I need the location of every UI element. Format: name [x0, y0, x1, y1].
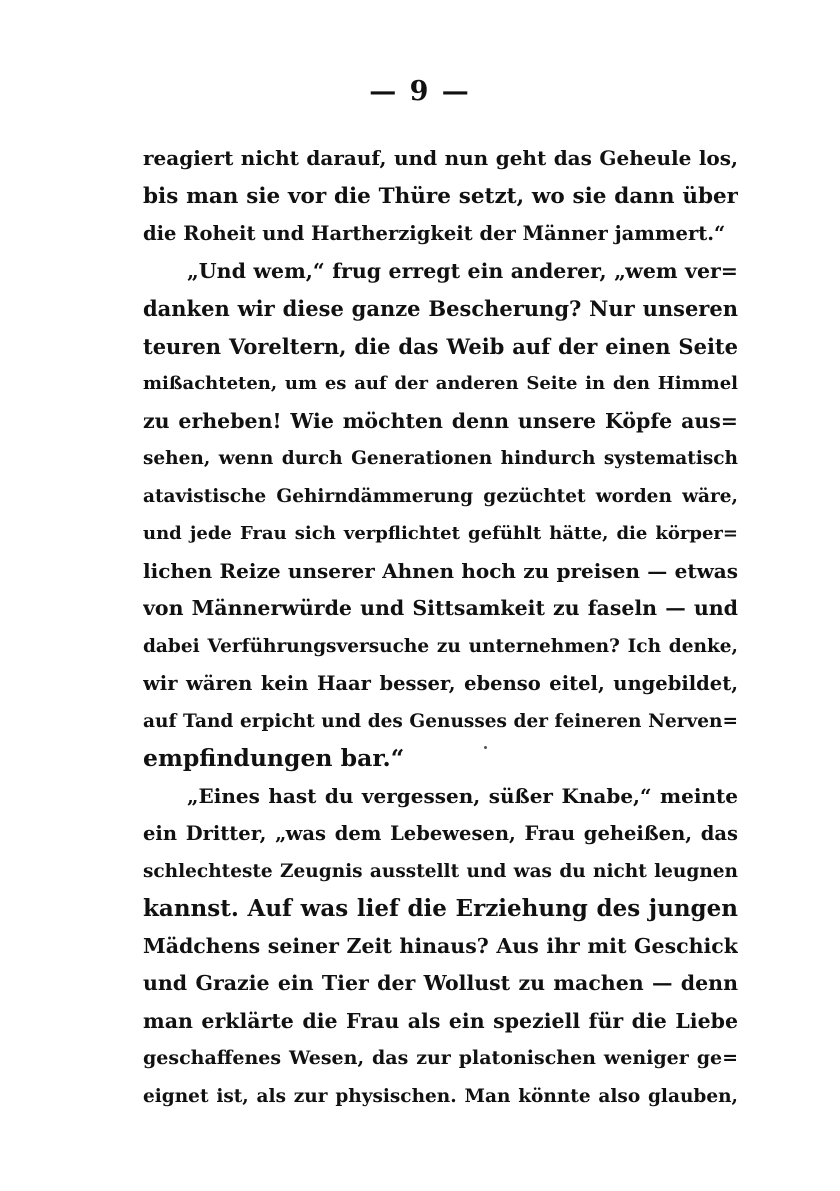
text-line: dabei Verführungsversuche zu unternehmen? Ich denke, [143, 635, 738, 657]
text-line: auf Tand erpicht und des Genusses der feineren Nerven= [143, 710, 738, 732]
page-number: — 9 — [369, 76, 471, 107]
text-line: empfindungen bar.“ [143, 744, 405, 772]
text-line: zu erheben! Wie möchten denn unsere Köpfe aus= [143, 408, 738, 433]
text-line: geschaffenes Wesen, das zur platonischen weniger ge= [143, 1047, 738, 1069]
text-line: mißachteten, um es auf der anderen Seite in den Himmel [143, 373, 738, 394]
text-line: wir wären kein Haar besser, ebenso eitel, ungebildet, [143, 672, 738, 695]
text-line: reagiert nicht darauf, und nun geht das Geheule los, [143, 146, 738, 170]
text-line: schlechteste Zeugnis ausstellt und was du nicht leugnen [143, 860, 738, 882]
text-line: ein Dritter, „was dem Lebewesen, Frau geheißen, das [143, 822, 738, 845]
text-line: und Grazie ein Tier der Wollust zu machen — denn [143, 971, 738, 995]
text-line: kannst. Auf was lief die Erziehung des jungen [143, 895, 738, 922]
text-line: „Und wem,“ frug erregt ein anderer, „wem ver= [187, 258, 738, 283]
text-line: man erklärte die Frau als ein speziell für die Liebe [143, 1008, 738, 1033]
body-text [143, 140, 738, 1115]
text-line: eignet ist, als zur physischen. Man könnte also glauben, [143, 1085, 738, 1107]
text-line: lichen Reize unserer Ahnen hoch zu preisen — etwas [143, 558, 738, 583]
text-line: bis man sie vor die Thüre setzt, wo sie dann über [143, 183, 738, 209]
print-speck [484, 746, 487, 749]
text-line: die Roheit und Hartherzigkeit der Männer jammert.“ [143, 222, 726, 245]
text-line: Mädchens seiner Zeit hinaus? Aus ihr mit Geschick [143, 933, 738, 958]
text-line: „Eines hast du vergessen, süßer Knabe,“ meinte [187, 783, 738, 808]
text-line: teuren Voreltern, die das Weib auf der einen Seite [143, 333, 738, 359]
text-line: von Männerwürde und Sittsamkeit zu faseln — und [143, 596, 738, 620]
text-line: atavistische Gehirndämmerung gezüchtet worden wäre, [143, 485, 738, 507]
text-line: und jede Frau sich verpflichtet gefühlt hätte, die körper= [143, 523, 738, 544]
text-line: danken wir diese ganze Bescherung? Nur unseren [143, 296, 738, 321]
text-line: sehen, wenn durch Generationen hindurch systematisch [143, 448, 738, 469]
